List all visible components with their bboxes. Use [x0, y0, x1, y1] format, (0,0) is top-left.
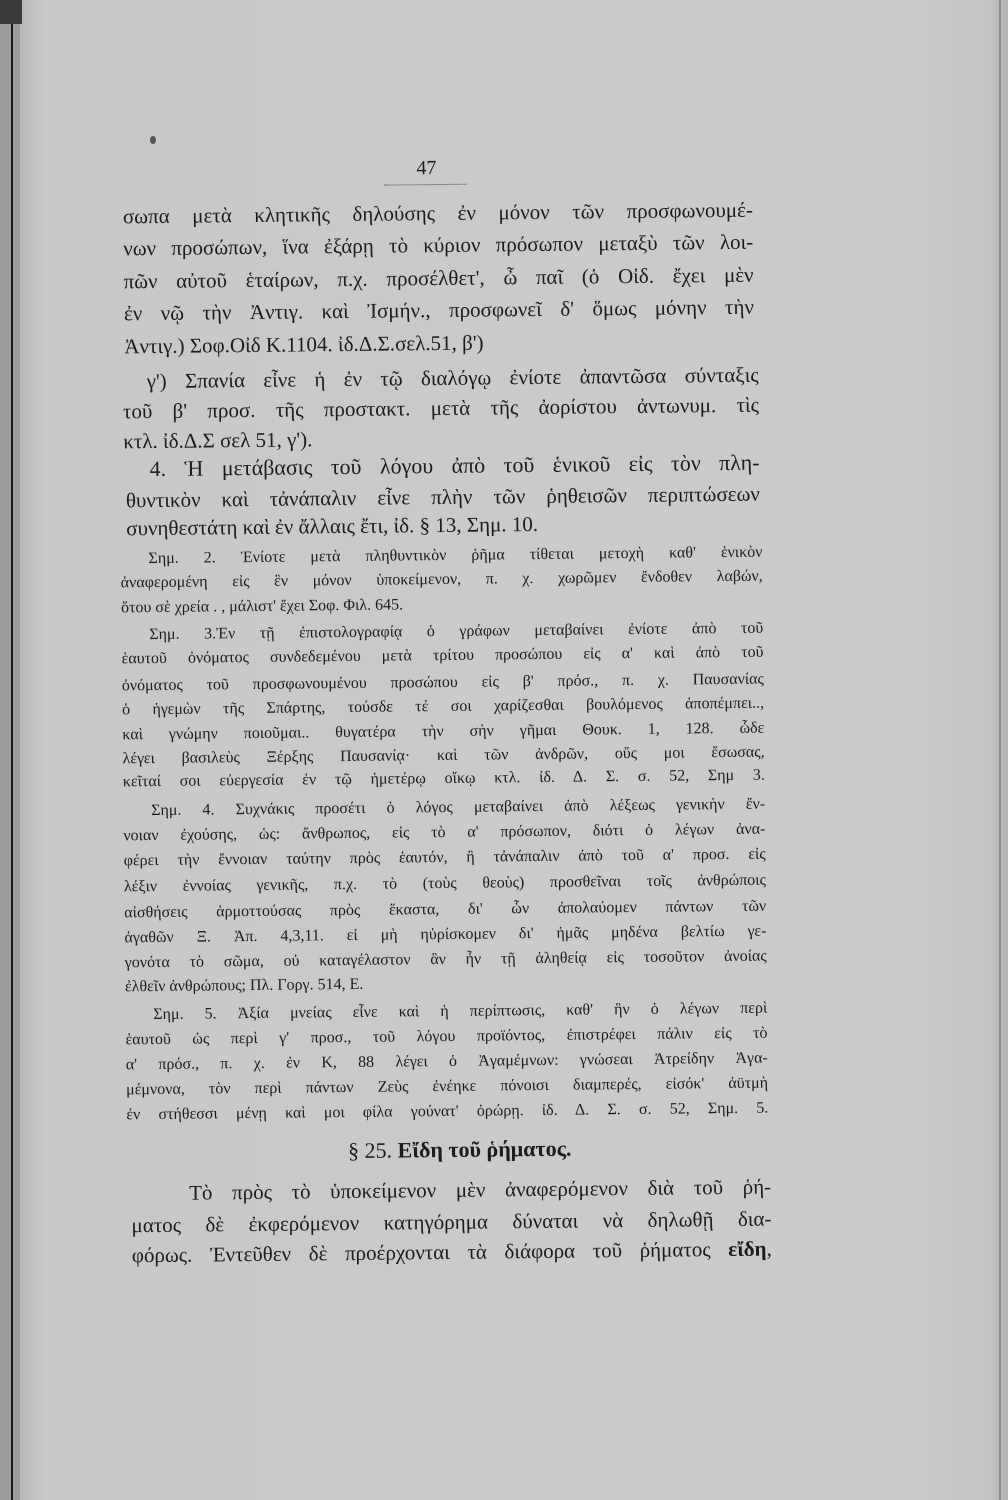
section-title: Εἴδη τοῦ ῥήματος.	[397, 1135, 572, 1163]
body-line: γ') Σπανία εἶνε ἡ ἐν τῷ διαλόγῳ ἐνίοτε ἀπαντῶσα σύνταξις	[146, 362, 759, 394]
body-line: συνηθεστάτη καὶ ἐν ἄλλαις ἔτι, ἰδ. § 13, Σημ. 10.	[126, 512, 539, 541]
note-line: α' πρόσ., π. χ. ἐν Κ, 88 λέγει ὁ Ἀγαμέμνων: γνώσεαι Ἀτρείδην Ἀγα-	[125, 1049, 768, 1074]
line-end-punctuation: ,	[766, 1236, 772, 1261]
keyword-eide: εἴδη	[728, 1236, 767, 1262]
page-number-rule	[385, 184, 467, 186]
note-line: ὅτου σὲ χρεία . , μάλιστ' ἔχει Σοφ. Φιλ. 645.	[120, 596, 404, 617]
note-line: κεῖταί σοι εὐεργεσία ἐν τῷ ἡμετέρῳ οἴκῳ κτλ. ἰδ. Δ. Σ. σ. 52, Σημ 3.	[122, 766, 765, 791]
page-number: 47	[416, 157, 437, 180]
body-line: ματος δὲ ἐκφερόμενον κατηγόρημα δύναται νὰ δηλωθῇ δια-	[131, 1206, 772, 1238]
note-line: μέμνονα, τὸν περὶ πάντων Ζεὺς ἐνέηκε πόνοισι διαμπερές, εἰσόκ' ἀϋτμὴ	[125, 1074, 769, 1099]
body-line: Ἀντιγ.) Σοφ.Οἰδ Κ.1104. ἰδ.Δ.Σ.σελ.51, β')	[124, 330, 484, 359]
body-line: θυντικὸν καὶ τἀνάπαλιν εἶνε πλὴν τῶν ῥηθεισῶν περιπτώσεων	[125, 481, 760, 513]
note-line: Σημ. 2. Ἐνίοτε μετὰ πληθυντικὸν ῥῆμα τίθεται μετοχὴ καθ' ἑνικὸν	[148, 543, 763, 568]
note-line: Σημ. 5. Ἀξία μνείας εἶνε καὶ ἡ περίπτωσις, καθ' ἣν ὁ λέγων περὶ	[153, 999, 768, 1024]
section-heading	[133, 1132, 787, 1167]
note-line: αἰσθήσεις ἁρμοττούσας πρὸς ἕκαστα, δι' ὧν ἀπολαύομεν πάντων τῶν	[124, 897, 767, 922]
note-line: ἀναφερομένη εἰς ἓν μόνον ὑποκείμενον, π. χ. χωρῶμεν ἔνδοθεν λαβών,	[120, 567, 763, 592]
section-number: § 25.	[347, 1137, 393, 1164]
note-line: ἐλθεῖν ἀνθρώπους; Πλ. Γοργ. 514, Ε.	[124, 975, 364, 996]
body-line: κτλ. ἰδ.Δ.Σ σελ 51, γ').	[123, 427, 313, 454]
note-line: γονότα τὸ σῶμα, οὐ καταγέλαστον ἂν ἦν τῇ ἀληθείᾳ εἰς τοσοῦτον ἀνοίας	[124, 947, 767, 972]
note-line: ὁ ἡγεμὼν τῆς Σπάρτης, τούσδε τέ σοι χαρίζεσθαι βουλόμενος ἀποπέμπει..,	[121, 694, 765, 719]
body-line: Τὸ πρὸς τὸ ὑποκείμενον μὲν ἀναφερόμενον διὰ τοῦ ῥή-	[189, 1174, 772, 1205]
note-line: λέγει βασιλεὺς Ξέρξης Παυσανίᾳ· καὶ τῶν ἀνδρῶν, οὕς μοι ἔσωσας,	[122, 743, 765, 768]
body-line: σωπα μετὰ κλητικῆς δηλούσης ἐν μόνον τῶν προσφωνουμέ-	[122, 197, 754, 229]
note-line: ἑαυτοῦ ὀνόματος συνδεδεμένου μετὰ τρίτου προσώπου εἰς α' καὶ ἀπὸ τοῦ	[121, 643, 764, 668]
body-line	[132, 1235, 772, 1270]
note-line: λέξιν ἐννοίας γενικῆς, π.χ. τὸ (τοὺς θεοὺς) προσθεῖναι τοῖς ἀνθρώποις	[123, 871, 766, 896]
note-line: Σημ. 4. Συχνάκις προσέτι ὁ λόγος μεταβαίνει ἀπὸ λέξεως γενικὴν ἔν-	[151, 795, 766, 820]
body-line-text: φόρως. Ἐντεῦθεν δὲ προέρχονται τὰ διάφορα τοῦ ῥήματος	[131, 1237, 711, 1268]
note-line: ἐν στήθεσσι μένῃ καὶ μοι φίλα γούνατ' ὀρώρῃ. ἰδ. Δ. Σ. σ. 52, Σημ. 5.	[126, 1099, 769, 1124]
note-line: ἑαυτοῦ ὡς περὶ γ' προσ., τοῦ λόγου προϊόντος, ἐπιστρέφει πάλιν εἰς τὸ	[125, 1024, 768, 1049]
note-line: ἀγαθῶν Ξ. Ἀπ. 4,3,11. εἰ μὴ ηὑρίσκομεν δι' ἡμᾶς μηδένα βελτίω γε-	[124, 922, 767, 947]
note-line: νοιαν ἐχούσης, ὡς: ἄνθρωπος, εἰς τὸ α' πρόσωπον, διότι ὁ λέγων ἀνα-	[123, 820, 766, 845]
note-line: καὶ γνώμην ποιοῦμαι.. θυγατέρα τὴν σὴν γῆμαι Θουκ. 1, 128. ὧδε	[122, 719, 765, 744]
body-line: 4. Ἡ μετάβασις τοῦ λόγου ἀπὸ τοῦ ἑνικοῦ εἰς τὸν πλη-	[149, 449, 760, 482]
note-line: φέρει τὴν ἔννοιαν ταύτην πρὸς ἑαυτόν, ἢ τἀνάπαλιν ἀπὸ τοῦ α' προσ. εἰς	[123, 845, 766, 870]
body-line: νων προσώπων, ἵνα ἐξάρῃ τὸ κύριον πρόσωπον μεταξὺ τῶν λοι-	[123, 229, 754, 261]
body-line: τοῦ β' προσ. τῆς προστακτ. μετὰ τῆς ἀορίστου ἀντωνυμ. τὶς	[122, 392, 760, 424]
note-line: ὀνόματος τοῦ προσφωνουμένου προσώπου εἰς β' πρόσ., π. χ. Παυσανίας	[121, 670, 764, 695]
body-line: πῶν αὐτοῦ ἑταίρων, π.χ. προσέλθετ', ὦ παῖ (ὁ Οἰδ. ἔχει μὲν	[123, 262, 754, 294]
body-line: ἐν νῷ τὴν Ἀντιγ. καὶ Ἰσμήν., προσφωνεῖ δ' ὅμως μόνην τὴν	[123, 294, 755, 326]
note-line: Σημ. 3.Ἐν τῇ ἐπιστολογραφίᾳ ὁ γράφων μεταβαίνει ἐνίοτε ἀπὸ τοῦ	[149, 619, 764, 644]
